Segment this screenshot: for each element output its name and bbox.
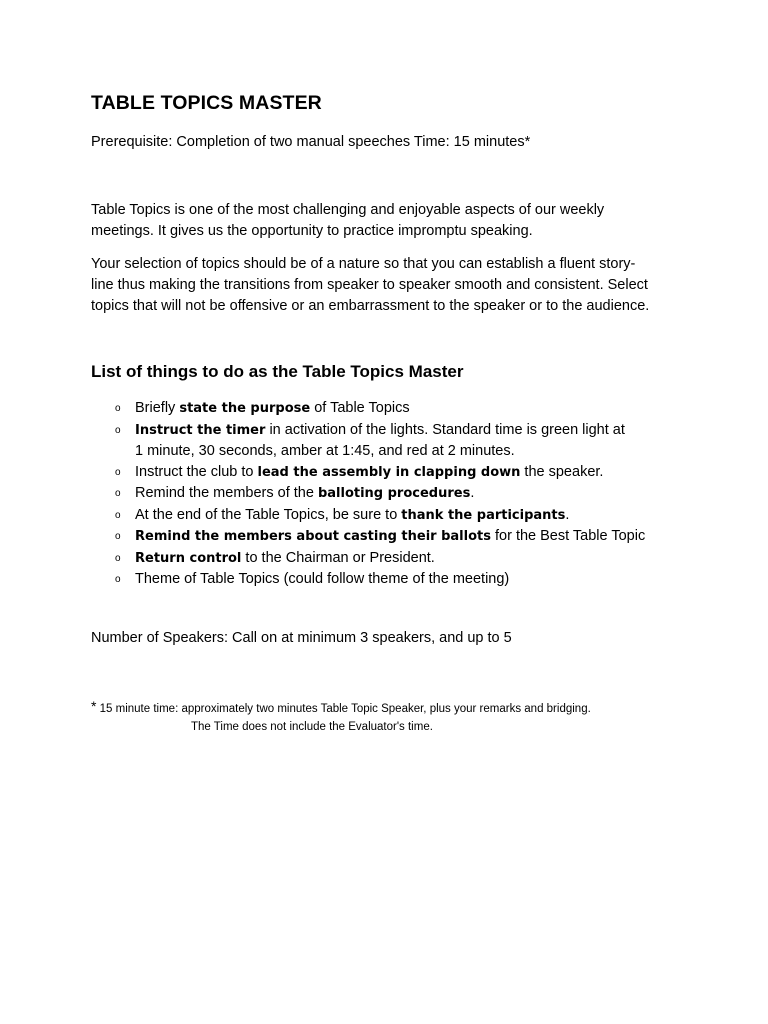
footnote-star: * xyxy=(91,698,97,714)
list-item xyxy=(91,548,645,570)
item-continuation: 1 minute, 30 seconds, amber at 1:45, and red at 2 minutes. xyxy=(135,443,515,459)
item-line xyxy=(135,526,645,548)
item-keyword: lead the assembly in clapping down xyxy=(257,464,521,480)
list-item xyxy=(91,420,645,462)
item-text: Theme of Table Topics (could follow theme of the meeting) xyxy=(135,571,510,587)
item-keyword: balloting procedures xyxy=(317,486,471,501)
item-text: At the end of the Table Topics, be sure to xyxy=(135,506,402,523)
item-keyword: Remind the members about casting their ballots xyxy=(135,529,491,544)
item-line xyxy=(135,569,645,590)
bullet-icon: o xyxy=(115,424,121,436)
intro-line: meetings. It gives us the opportunity to practice impromptu speaking. xyxy=(91,223,533,239)
item-text: Remind the members of the xyxy=(135,485,318,501)
bullet-icon: o xyxy=(115,488,121,499)
list-item xyxy=(91,526,645,548)
item-line xyxy=(135,505,645,527)
item-line xyxy=(135,398,645,420)
selection-line: topics that will not be offensive or an embarrassment to the speaker or to the audience. xyxy=(91,298,650,314)
item-text: for the Best Table Topic xyxy=(490,528,646,544)
bullet-icon: o xyxy=(115,574,121,585)
item-line xyxy=(135,462,645,484)
item-keyword: state the purpose xyxy=(179,401,311,416)
bullet-icon: o xyxy=(115,403,121,414)
item-text: . xyxy=(565,506,570,523)
list-item xyxy=(91,462,645,484)
list-item xyxy=(91,505,645,527)
item-keyword: thank the participants xyxy=(401,507,566,523)
selection-line: Your selection of topics should be of a nature so that you can establish a fluent story- xyxy=(91,256,636,272)
item-line xyxy=(135,420,645,442)
item-line xyxy=(135,483,645,505)
item-text: to the Chairman or President. xyxy=(241,549,435,566)
list-item xyxy=(91,483,645,505)
intro-line: Table Topics is one of the most challenging and enjoyable aspects of our weekly xyxy=(91,202,605,218)
bullet-icon: o xyxy=(115,466,121,478)
item-text: of Table Topics xyxy=(310,400,410,416)
footnote xyxy=(91,697,591,736)
item-text: Briefly xyxy=(135,400,180,416)
prerequisite-line: Prerequisite: Completion of two manual speeches Time: 15 minutes* xyxy=(91,134,531,150)
item-line xyxy=(135,548,645,570)
item-text: in activation of the lights. Standard time is green light at xyxy=(265,421,625,438)
selection-line: line thus making the transitions from speaker to speaker smooth and consistent. Select xyxy=(91,277,648,293)
list-heading: List of things to do as the Table Topics Master xyxy=(91,362,464,381)
footnote-line: The Time does not include the Evaluator's time. xyxy=(191,721,433,733)
list-item xyxy=(91,398,645,420)
selection-paragraph xyxy=(91,254,691,317)
speakers-line: Number of Speakers: Call on at minimum 3 speakers, and up to 5 xyxy=(91,630,512,646)
todo-list xyxy=(91,398,645,590)
footnote-line: 15 minute time: approximately two minutes Table Topic Speaker, plus your remarks and bridging. xyxy=(96,703,591,715)
bullet-icon: o xyxy=(115,552,121,564)
item-text: Instruct the club to xyxy=(135,463,258,480)
list-item xyxy=(91,569,645,590)
intro-paragraph xyxy=(91,200,691,242)
item-text: the speaker. xyxy=(520,463,604,480)
item-keyword: Return control xyxy=(135,550,242,566)
item-keyword: Instruct the timer xyxy=(135,422,266,438)
bullet-icon: o xyxy=(115,509,121,521)
bullet-icon: o xyxy=(115,531,121,542)
item-text: . xyxy=(470,485,475,501)
document-title: TABLE TOPICS MASTER xyxy=(91,92,322,114)
